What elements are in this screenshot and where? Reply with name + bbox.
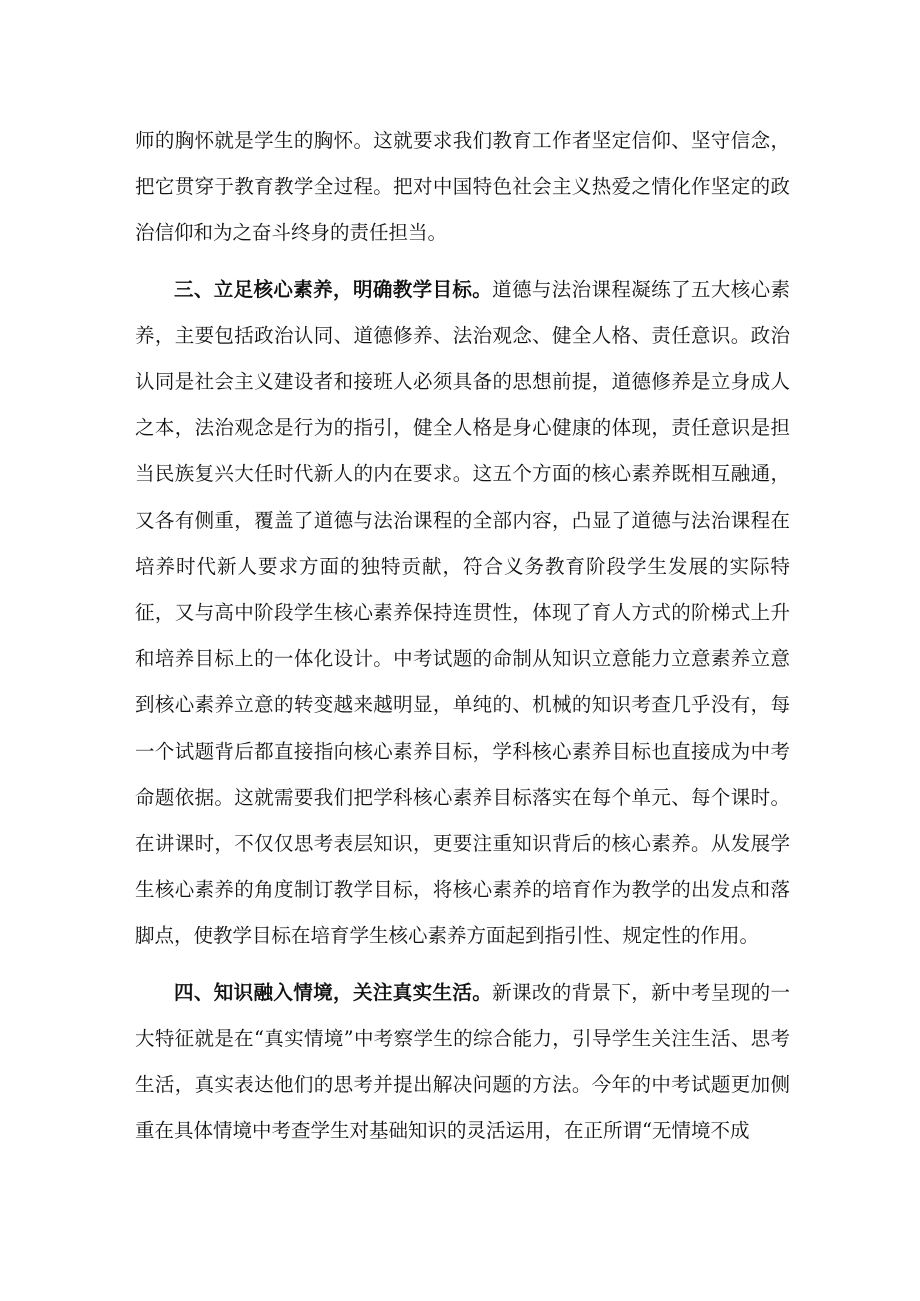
paragraph-body: 师的胸怀就是学生的胸怀。这就要求我们教育工作者坚定信仰、坚守信念，把它贯穿于教育教学全过程。把对中国特色社会主义热爱之情化作坚定的政治信仰和为之奋斗终身的责任担当。 [135,129,790,245]
section-heading: 四、知识融入情境，关注真实生活。 [174,980,493,1004]
paragraph-section-four [135,970,790,1155]
paragraph-body: 道德与法治课程凝练了五大核心素养，主要包括政治认同、道德修养、法治观念、健全人格、责任意识。政治认同是社会主义建设者和接班人必须具备的思想前提，道德修养是立身成人之本，法治观念是行为的指引，健全人格是身心健康的体现，责任意识是担当民族复兴大任时代新人的内在要求。这五个方面的核心素养既相互融通，又各有侧重，覆盖了道德与法治课程的全部内容，凸显了道德与法治课程在培养时代新人要求方面的独特贡献，符合义务教育阶段学生发展的实际特征，又与高中阶段学生核心素养保持连贯性，体现了育人方式的阶梯式上升和培养目标上的一体化设计。中考试题的命制从知识立意能力立意素养立意到核心素养立意的转变越来越明显，单纯的、机械的知识考查几乎没有，每一个试题背后都直接指向核心素养目标，学科核心素养目标也直接成为中考命题依据。这就需要我们把学科核心素养目标落实在每个单元、每个课时。在讲课时，不仅仅思考表层知识，更要注重知识背后的核心素养。从发展学生核心素养的角度制订教学目标，将核心素养的培育作为教学的出发点和落脚点，使教学目标在培育学生核心素养方面起到指引性、规定性的作用。 [135,277,790,948]
paragraph-continuation [135,118,790,257]
paragraph-body: 新课改的背景下，新中考呈现的一大特征就是在“真实情境”中考察学生的综合能力，引导学生关注生活、思考生活，真实表达他们的思考并提出解决问题的方法。今年的中考试题更加侧重在具体情境中考查学生对基础知识的灵活运用，在正所谓“无情境不成 [135,980,790,1143]
paragraph-section-three [135,267,790,960]
document-page [135,118,790,1154]
section-heading: 三、立足核心素养，明确教学目标。 [174,277,493,301]
